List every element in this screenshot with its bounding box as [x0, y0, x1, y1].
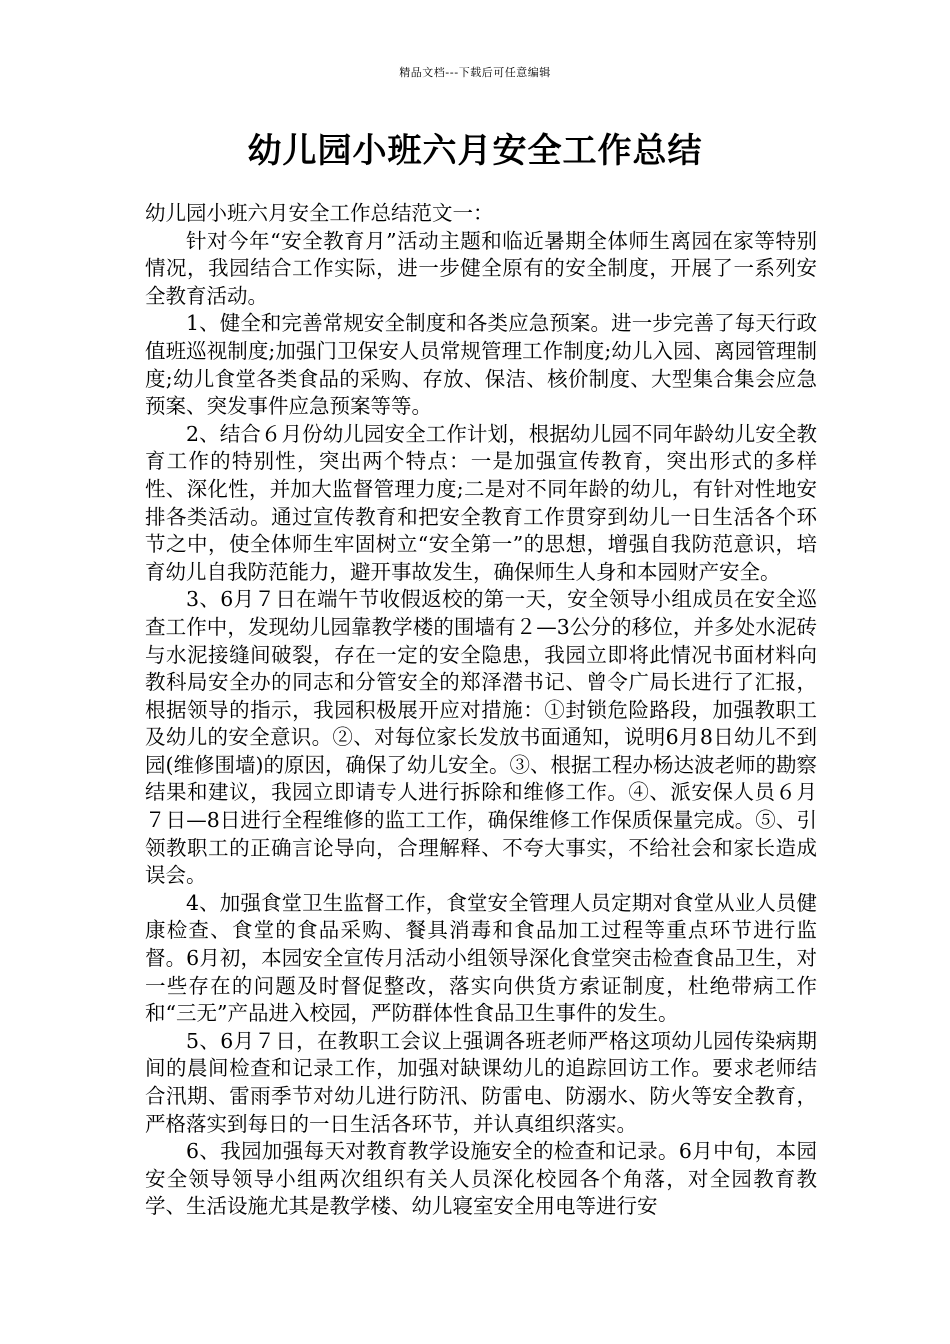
paragraph: 5、6月７日，在教职工会议上强调各班老师严格这项幼儿园传染病期间的晨间检查和记录工作，加强对缺课幼儿的追踪回访工作。要求老师结合汛期、雷雨季节对幼儿进行防汛、防雷电、防溺水、防火等安全教育，严格落实到每日的一日生活各环节，并认真组织落实。 [145, 1028, 817, 1136]
intro-line: 幼儿园小班六月安全工作总结范文一： [145, 201, 494, 225]
document-body [145, 200, 817, 1221]
paragraph: 6、我园加强每天对教育教学设施安全的检查和记录。6月中旬，本园安全领导领导小组两次组织有关人员深化校园各个角落，对全园教育教学、生活设施尤其是教学楼、幼儿寝室安全用电等进行安 [145, 1139, 817, 1219]
paragraph: 2、结合６月份幼儿园安全工作计划，根据幼儿园不同年龄幼儿安全教育工作的特别性，突出两个特点：一是加强宣传教育，突出形式的多样性、深化性，并加大监督管理力度;二是对不同年龄的幼儿，有针对性地安排各类活动。通过宣传教育和把安全教育工作贯穿到幼儿一日生活各个环节之中，使全体师生牢固树立“安全第一”的思想，增强自我防范意识，培育幼儿自我防范能力，避开事故发生，确保师生人身和本园财产安全。 [145, 421, 817, 584]
page-header-note: 精品文档---下载后可任意编辑 [399, 66, 551, 79]
paragraph: 4、加强食堂卫生监督工作，食堂安全管理人员定期对食堂从业人员健康检查、食堂的食品采购、餐具消毒和食品加工过程等重点环节进行监督。6月初，本园安全宣传月活动小组领导深化食堂突击检查食品卫生，对一些存在的问题及时督促整改，落实向供货方索证制度，杜绝带病工作和“三无”产品进入校园，严防群体性食品卫生事件的发生。 [145, 890, 817, 1026]
paragraph: 3、6月７日在端午节收假返校的第一天，安全领导小组成员在安全巡查工作中，发现幼儿园靠教学楼的围墙有２—3公分的移位，并多处水泥砖与水泥接缝间破裂，存在一定的安全隐患，我园立即将此情况书面材料向教科局安全办的同志和分管安全的郑泽潜书记、曾令广局长进行了汇报，根据领导的指示，我园积极展开应对措施：①封锁危险路段，加强教职工及幼儿的安全意识。②、对每位家长发放书面通知，说明6月8日幼儿不到园(维修围墙)的原因，确保了幼儿安全。③、根据工程办杨达波老师的勘察结果和建议，我园立即请专人进行拆除和维修工作。④、派安保人员６月７日—8日进行全程维修的监工工作，确保维修工作保质保量完成。⑤、引领教职工的正确言论导向，合理解释、不夸大事实，不给社会和家长造成误会。 [145, 587, 817, 888]
paragraph: 1、健全和完善常规安全制度和各类应急预案。进一步完善了每天行政值班巡视制度;加强门卫保安人员常规管理工作制度;幼儿入园、离园管理制度;幼儿食堂各类食品的采购、存放、保洁、核价制度、大型集合集会应急预案、突发事件应急预案等等。 [145, 311, 817, 419]
document-title: 幼儿园小班六月安全工作总结 [247, 131, 703, 171]
paragraph: 针对今年“安全教育月”活动主题和临近暑期全体师生离园在家等特别情况，我园结合工作实际，进一步健全原有的安全制度，开展了一系列安全教育活动。 [145, 228, 817, 308]
